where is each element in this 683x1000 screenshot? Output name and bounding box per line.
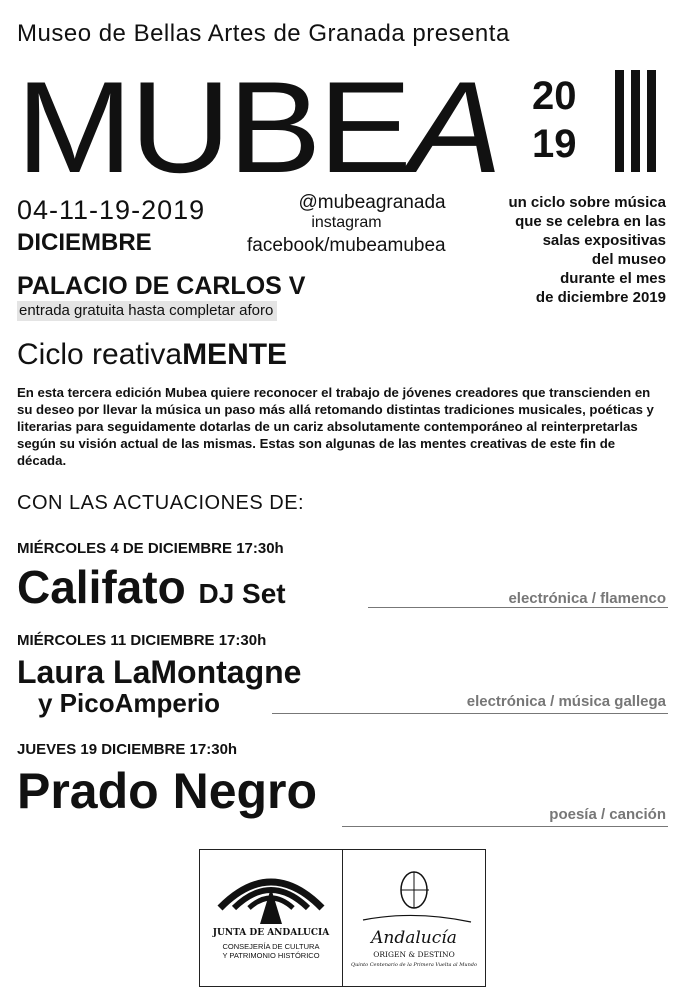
performance-date: MIÉRCOLES 4 DE DICIEMBRE 17:30h [17, 540, 284, 557]
event-title [16, 54, 500, 200]
performance-suffix: DJ Set [198, 578, 286, 609]
junta-dept-line1: CONSEJERÍA DE CULTURA [222, 942, 320, 951]
performance-genre: electrónica / flamenco [508, 590, 666, 607]
performance-title: Califato [17, 561, 186, 613]
year-badge [532, 72, 577, 168]
year-bottom: 19 [532, 122, 577, 166]
edition-bars-graphic [615, 70, 656, 172]
section-title-light: Ciclo reativa [17, 338, 183, 371]
facebook-link[interactable]: facebook/mubeamubea [247, 235, 446, 256]
entry-note: entrada gratuita hasta completar aforo [17, 301, 277, 321]
section-title [17, 338, 287, 372]
venue-name: PALACIO DE CARLOS V [17, 272, 306, 300]
divider-line [368, 607, 668, 608]
andalucia-name: Andalucía [371, 928, 457, 948]
andalucia-emblem-icon [343, 850, 485, 930]
presenter-line: Museo de Bellas Artes de Granada presenta [17, 20, 510, 47]
year-top: 20 [532, 74, 577, 118]
performance-name: Prado Negro [17, 763, 318, 819]
performance-name-line2: y PicoAmperio [38, 688, 221, 718]
andalucia-subtitle: Quinto Centenario de la Primera Vuelta al Mundo [350, 962, 478, 968]
performance-date: MIÉRCOLES 11 DICIEMBRE 17:30h [17, 632, 267, 649]
intro-paragraph: En esta tercera edición Mubea quiere reconocer el trabajo de jóvenes creadores que transcienden en su deseo por llevar la música un paso más allá retomando distintas tradiciones musicales, poéticas y literarias para seguidamente dotarlas de un cariz absolutamente contemporáneo al reinterpretarlas según su visión actual de las mismas. Estas son algunas de las mentes creativas de este fin de década. [17, 385, 654, 468]
cycle-line: un ciclo sobre música [508, 194, 666, 211]
junta-name: JUNTA DE ANDALUCIA [212, 928, 330, 938]
cycle-line: salas expositivas [542, 232, 666, 249]
social-links [247, 193, 446, 256]
performance-name: Laura LaMontagne [17, 654, 302, 690]
andalucia-tagline: ORIGEN & DESTINO [373, 950, 455, 959]
divider-line [272, 713, 668, 714]
junta-emblem-icon [200, 850, 342, 930]
acts-heading: CON LAS ACTUACIONES DE: [17, 492, 305, 514]
junta-andalucia-logo [199, 849, 343, 987]
performance-date: JUEVES 19 DICIEMBRE 17:30h [17, 741, 238, 758]
title-main: MUBE [16, 54, 409, 200]
title-accent: A [408, 54, 500, 200]
performance-name [17, 560, 286, 614]
cycle-line: del museo [591, 251, 666, 268]
performance-genre: poesía / canción [549, 806, 666, 823]
performance-genre: electrónica / música gallega [466, 693, 666, 710]
cycle-line: durante el mes [560, 270, 666, 287]
cycle-description [478, 193, 666, 307]
event-month: DICIEMBRE [17, 229, 152, 256]
section-title-bold: MENTE [182, 338, 288, 371]
instagram-handle[interactable]: @mubeagranada [298, 192, 446, 213]
cycle-line: que se celebra en las [515, 213, 666, 230]
andalucia-logo [342, 849, 486, 987]
junta-dept-line2: Y PATRIMONIO HISTÓRICO [222, 951, 320, 960]
cycle-line: de diciembre 2019 [535, 289, 666, 306]
divider-line [342, 826, 668, 827]
instagram-label: instagram [311, 214, 382, 231]
event-dates: 04-11-19-2019 [17, 195, 206, 225]
